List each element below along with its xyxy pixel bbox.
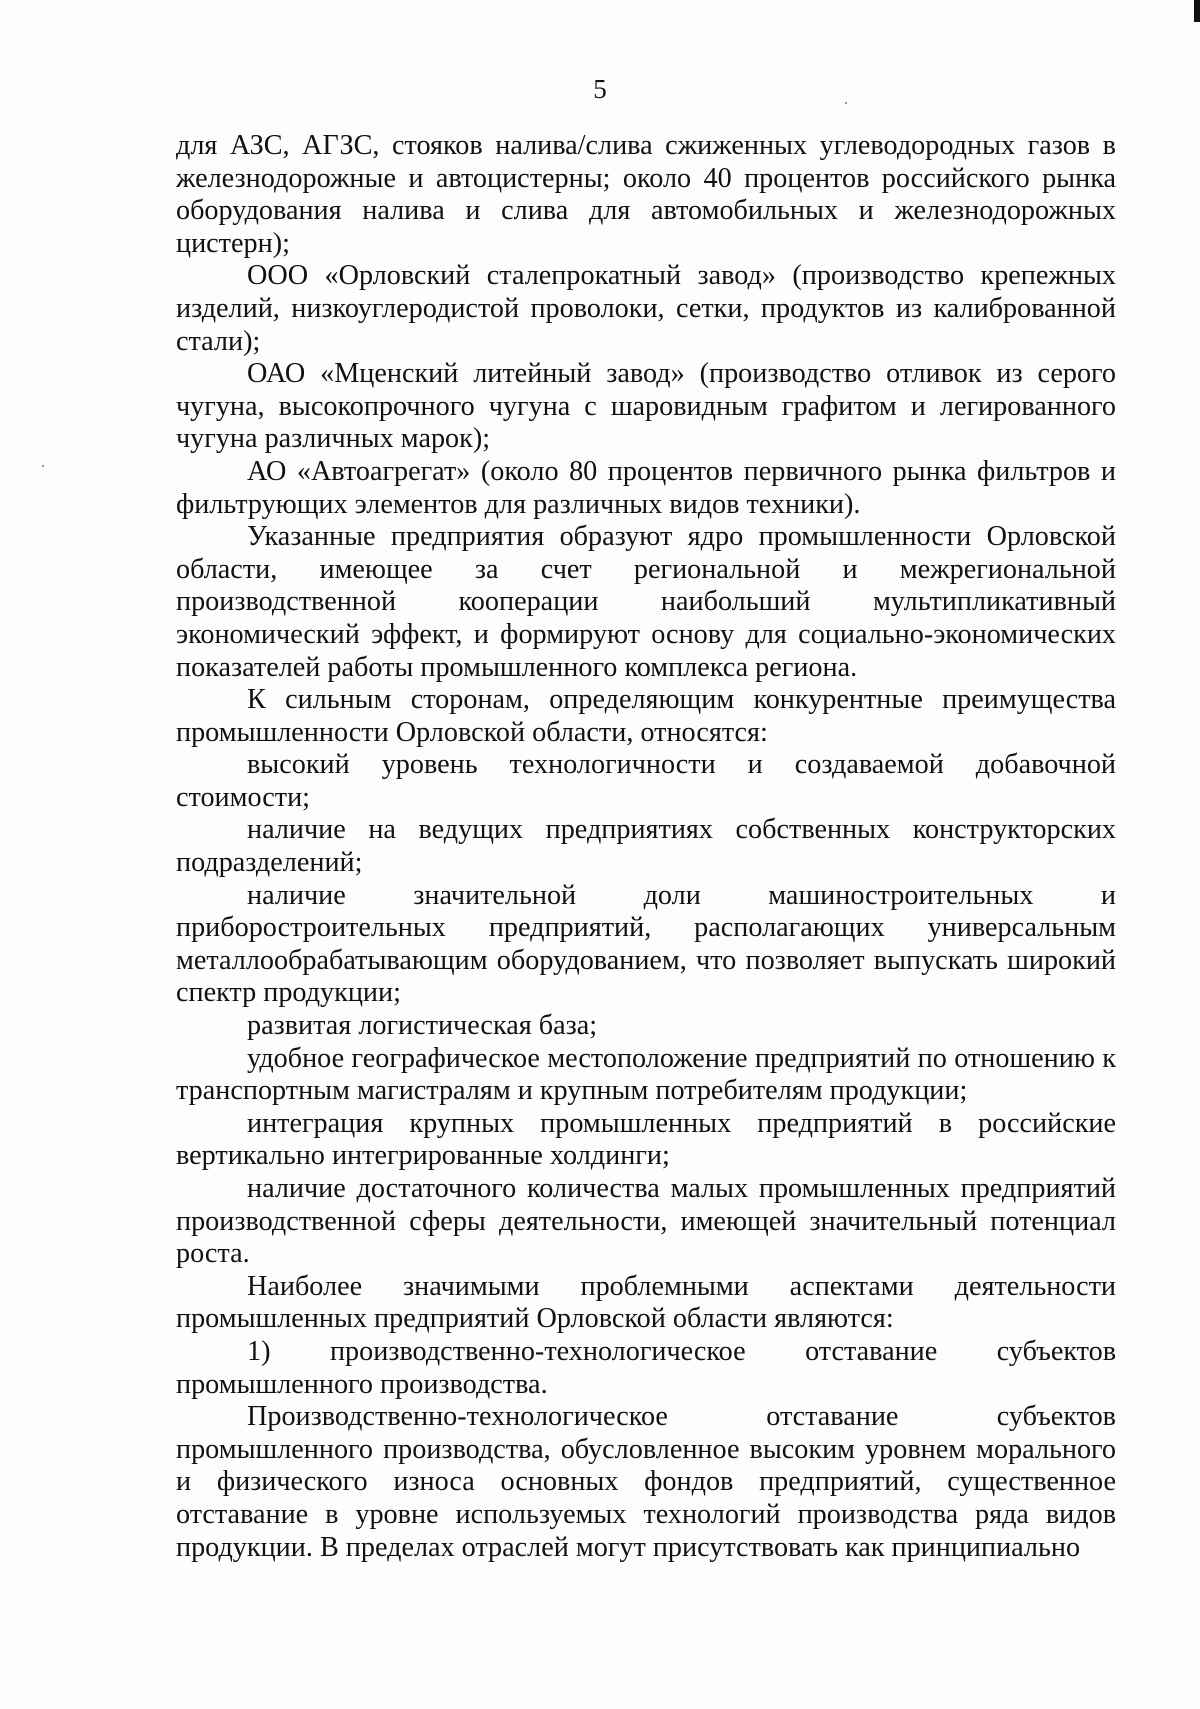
paragraph: Наиболее значимыми проблемными аспектами деятельности промышленных предприятий Орловской области являются:: [176, 1270, 1116, 1335]
list-item: развитая логистическая база;: [247, 1010, 598, 1042]
numbered-item: 1) производственно-технологическое отставание субъектов промышленного производства.: [176, 1335, 1116, 1400]
paragraph: ОАО «Мценский литейный завод» (производство отливок из серого чугуна, высокопрочного чугуна с шаровидным графитом и легированного чугуна различных марок);: [176, 358, 1116, 455]
list-item: наличие достаточного количества малых промышленных предприятий производственной сферы деятельности, имеющей значительный потенциал роста.: [176, 1173, 1116, 1270]
list-item: интеграция крупных промышленных предприятий в российские вертикально интегрированные холдинги;: [176, 1107, 1116, 1172]
scan-edge-mark: [1194, 0, 1200, 22]
paragraph: ООО «Орловский сталепрокатный завод» (производство крепежных изделий, низкоуглеродистой проволоки, сетки, продуктов из калиброванной стали);: [176, 260, 1116, 357]
paragraph: Производственно-технологическое отставание субъектов промышленного производства, обусловленное высоким уровнем морального и физического износа основных фондов предприятий, существенное отставание в уровне используемых технологий производства ряда видов продукции. В пределах отраслей могут присутствовать как принципиально: [176, 1401, 1116, 1563]
paragraph: АО «Автоагрегат» (около 80 процентов первичного рынка фильтров и фильтрующих элементов для различных видов техники).: [176, 455, 1116, 520]
list-item: наличие на ведущих предприятиях собственных конструкторских подразделений;: [176, 814, 1116, 879]
list-item: наличие значительной доли машиностроительных и приборостроительных предприятий, располагающих универсальным металлообрабатывающим оборудованием, что позволяет выпускать широкий спектр продукции;: [176, 879, 1116, 1009]
list-item: высокий уровень технологичности и создаваемой добавочной стоимости;: [176, 749, 1116, 813]
paragraph: Указанные предприятия образуют ядро промышленности Орловской области, имеющее за счет региональной и межрегиональной производственной кооперации наибольший мультипликативный экономический эффект, и формируют основу для социально-экономических показателей работы промышленного комплекса региона.: [176, 521, 1116, 683]
body-text: [176, 130, 1116, 1564]
paragraph: К сильным сторонам, определяющим конкурентные преимущества промышленности Орловской области, относятся:: [176, 684, 1116, 748]
list-item: удобное географическое местоположение предприятий по отношению к транспортным магистралям и крупным потребителям продукции;: [176, 1042, 1116, 1107]
page-number: 5: [593, 74, 607, 104]
scan-speck: [42, 465, 44, 467]
paragraph: для АЗС, АГЗС, стояков налива/слива сжиженных углеводородных газов в железнодорожные и автоцистерны; около 40 процентов российского рынка оборудования налива и слива для автомобильных и железнодорожных цистерн);: [176, 130, 1116, 259]
